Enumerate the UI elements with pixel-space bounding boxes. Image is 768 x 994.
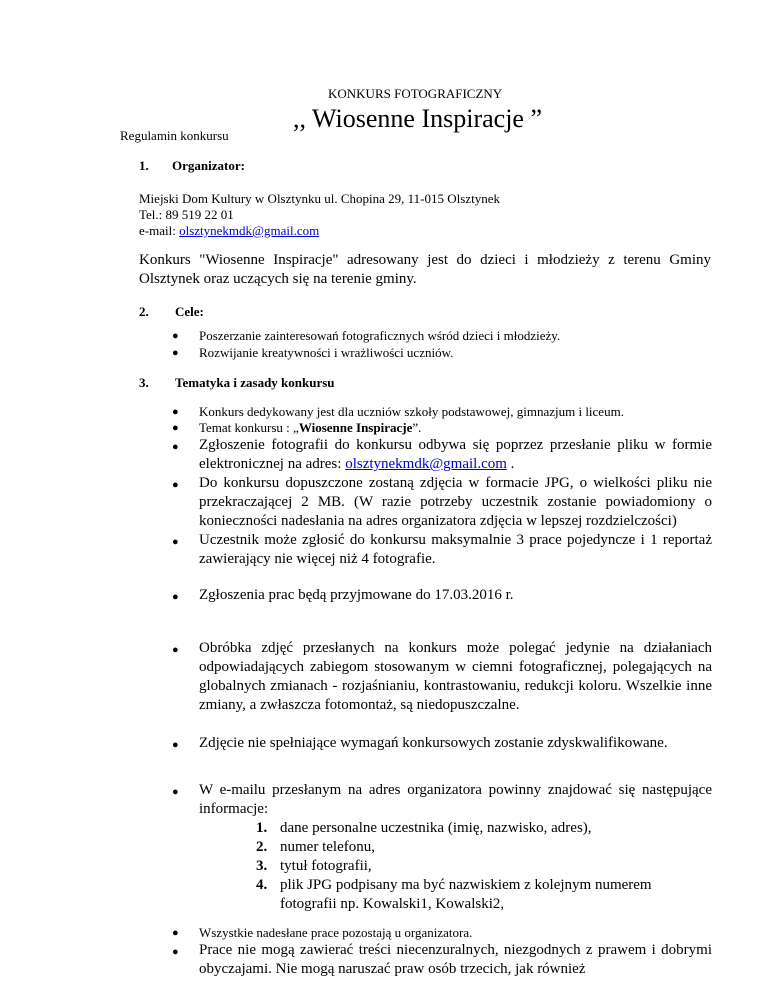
rule-item-deadline: Zgłoszenia prac będą przyjmowane do 17.03.2016 r. [199,587,514,603]
rules-label: Regulamin konkursu [120,128,229,143]
rule-item-content: Prace nie mogą zawierać treści niecenzuralnych, niezgodnych z prawem i dobrymi obyczajami. Nie mogą naruszać praw osób trzecich, jak również [199,942,712,977]
goal-item: Rozwijanie kreatywności i wrażliwości uczniów. [199,345,454,360]
bullet-icon: ● [172,786,179,798]
page-title: ,, Wiosenne Inspiracje ” [293,104,542,133]
intro-paragraph: Konkurs "Wiosenne Inspiracje" adresowany jest do dzieci i młodzieży z terenu Gminy Olsztynek oraz uczących się na terenie gminy. [139,252,711,287]
rule-item-retention: Wszystkie nadesłane prace pozostają u organizatora. [199,925,473,940]
rule-item-submission [199,436,712,474]
rule-item-limit: Uczestnik może zgłosić do konkursu maksymalnie 3 prace pojedyncze i 1 reportaż zawierający nie więcej niż 4 fotografie. [199,532,712,567]
bullet-icon: ● [172,347,179,359]
bullet-icon: ● [172,946,179,958]
rule-item-format: Do konkursu dopuszczone zostaną zdjęcia w formacie JPG, o wielkości pliku nie przekraczającej 2 MB. (W razie potrzeby uczestnik zostanie powiadomiony o konieczności nadesłania na adres organizatora zdjęcia w lepszej rozdzielczości) [199,475,712,529]
submission-end: . [506,456,515,472]
sublist-item: tytuł fotografii, [280,858,372,874]
submission-email-link[interactable]: olsztynekmdk@gmail.com [345,456,507,472]
organizer-address: Miejski Dom Kultury w Olsztynku ul. Chopina 29, 11-015 Olsztynek [139,191,500,206]
theme-prefix: Temat konkursu : „ [199,420,299,435]
bullet-icon: ● [172,927,179,939]
organizer-email-line [139,223,319,239]
sublist-item: dane personalne uczestnika (imię, nazwisko, adres), [280,820,592,836]
email-prefix: e-mail: [139,223,180,238]
rule-item-disqualify: Zdjęcie nie spełniające wymagań konkursowych zostanie zdyskwalifikowane. [199,735,668,751]
organizer-phone: Tel.: 89 519 22 01 [139,207,234,222]
goal-item: Poszerzanie zainteresowań fotograficznych wśród dzieci i młodzieży. [199,328,561,343]
rule-item-email-info: W e-mailu przesłanym na adres organizatora powinny znajdować się następujące informacje: [199,782,712,817]
theme-bold: Wiosenne Inspiracje [298,420,413,435]
rule-item-audience: Konkurs dedykowany jest dla uczniów szkoły podstawowej, gimnazjum i liceum. [199,404,624,419]
sublist-number: 4. [256,877,268,893]
bullet-icon: ● [172,422,179,434]
bullet-icon: ● [172,739,179,751]
bullet-icon: ● [172,441,179,453]
contest-label: KONKURS FOTOGRAFICZNY [328,86,503,101]
sublist-item: numer telefonu, [280,839,375,855]
sublist-number: 1. [256,820,268,836]
sublist-number: 2. [256,839,268,855]
sublist-number: 3. [256,858,268,874]
organizer-email-link[interactable]: olsztynekmdk@gmail.com [179,223,320,238]
bullet-icon: ● [172,536,179,548]
bullet-icon: ● [172,479,179,491]
rule-item-theme [199,420,421,436]
rule-item-editing: Obróbka zdjęć przesłanych na konkurs może polegać jedynie na działaniach odpowiadających zabiegom stosowanym w ciemni fotograficznej, polegających na globalnych zmianach - rozjaśnianiu, kontrastowaniu, redukcji koloru. Wszelkie inne zmiany, a zwłaszcza fotomontaż, są niedopuszczalne. [199,640,712,713]
section1-heading: Organizator: [172,158,245,173]
bullet-icon: ● [172,644,179,656]
section2-heading: Cele: [175,304,204,319]
bullet-icon: ● [172,330,179,342]
bullet-icon: ● [172,406,179,418]
section3-heading: Tematyka i zasady konkursu [175,375,335,390]
bullet-icon: ● [172,591,179,603]
submission-text: Zgłoszenie fotografii do konkursu odbywa się poprzez przesłanie pliku w formie elektronicznej na adres: [199,437,712,472]
section3-number: 3. [139,375,149,390]
section1-number: 1. [139,158,149,173]
theme-suffix: ”. [412,420,422,435]
section2-number: 2. [139,304,149,319]
sublist-item: plik JPG podpisany ma być nazwiskiem z kolejnym numerem fotografii np. Kowalski1, Kowalski2, [280,877,652,912]
